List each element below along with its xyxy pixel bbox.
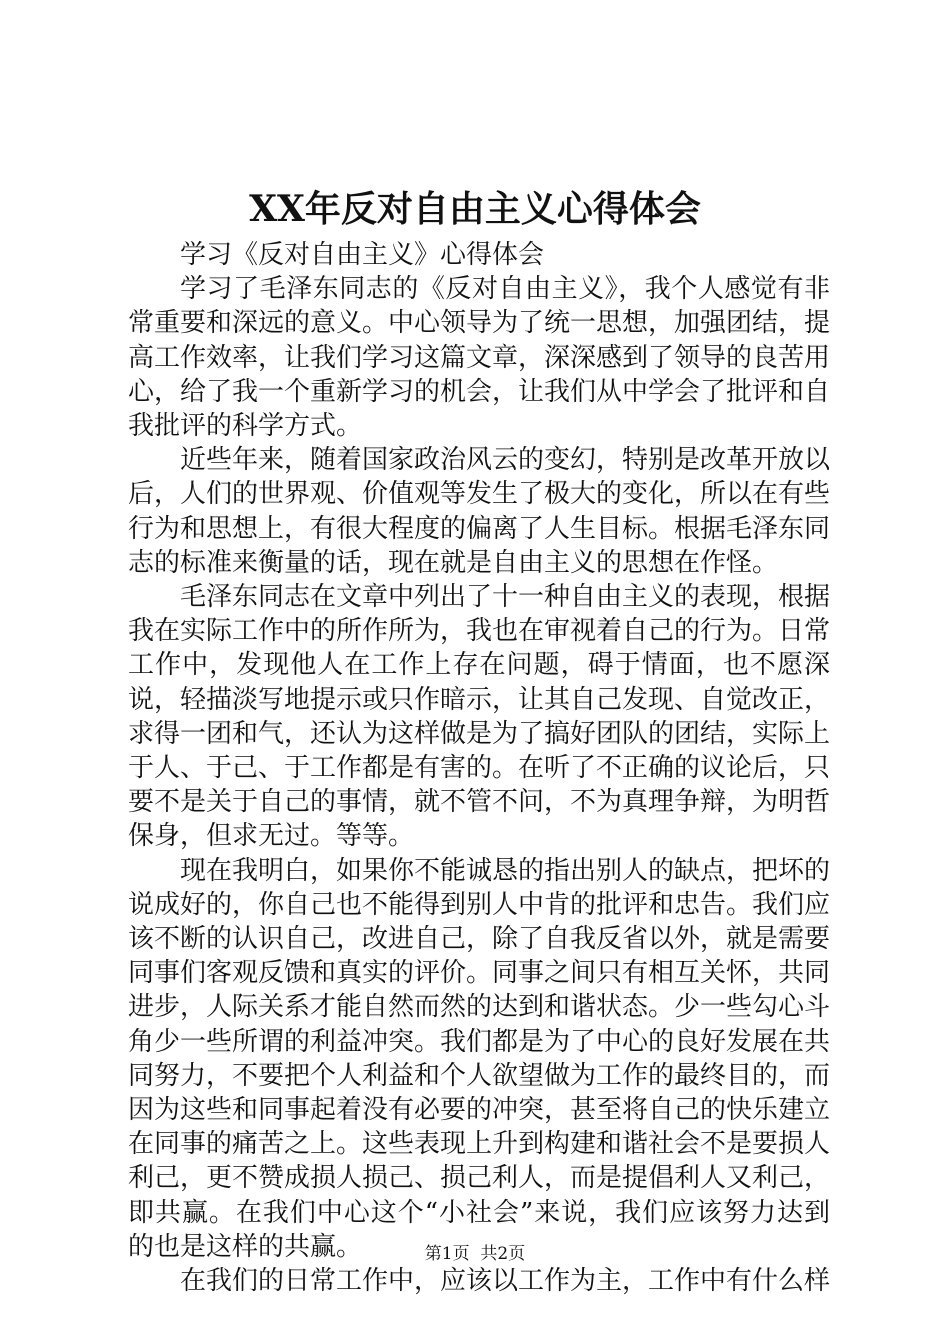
document-body <box>128 238 830 1298</box>
document-subtitle: 学习《反对自由主义》心得体会 <box>180 240 545 270</box>
paragraph: 近些年来，随着国家政治风云的变幻，特别是改革开放以后，人们的世界观、价值观等发生了极大的变化，所以在有些行为和思想上，有很大程度的偏离了人生目标。根据毛泽东同志的标准来衡量的话，现在就是自由主义的思想在作怪。 <box>128 445 831 578</box>
paragraph: 现在我明白，如果你不能诚恳的指出别人的缺点，把坏的说成好的，你自己也不能得到别人中肯的批评和忠告。我们应该不断的认识自己，改进自己，除了自我反省以外，就是需要同事们客观反馈和真实的评价。同事之间只有相互关怀，共同进步，人际关系才能自然而然的达到和谐状态。少一些勾心斗角少一些所谓的利益冲突。我们都是为了中心的良好发展在共同努力，不要把个人利益和个人欲望做为工作的最终目的，而因为这些和同事起着没有必要的冲突，甚至将自己的快乐建立在同事的痛苦之上。这些表现上升到构建和谐社会不是要损人利己，更不赞成损人损己、损己利人，而是提倡利人又利己，即共赢。在我们中心这个“小社会”来说，我们应该努力达到的也是这样的共赢。 <box>128 855 831 1262</box>
page-total: 共2页 <box>480 1244 526 1264</box>
page-footer <box>0 1242 950 1266</box>
paragraph: 毛泽东同志在文章中列出了十一种自由主义的表现，根据我在实际工作中的所作所为，我也在审视着自己的行为。日常工作中，发现他人在工作上存在问题，碍于情面，也不愿深说，轻描淡写地提示或只作暗示，让其自己发现、自觉改正，求得一团和气，还认为这样做是为了搞好团队的团结，实际上于人、于己、于工作都是有害的。在听了不正确的议论后，只要不是关于自己的事情，就不管不问，不为真理争辩，为明哲保身，但求无过。等等。 <box>128 582 831 852</box>
footer-separator <box>470 1244 481 1264</box>
paragraph: 在我们的日常工作中，应该以工作为主，工作中有什么样 <box>180 1266 831 1297</box>
document-title: XX年反对自由主义心得体会 <box>249 188 701 230</box>
paragraph: 学习了毛泽东同志的《反对自由主义》，我个人感觉有非常重要和深远的意义。中心领导为了统一思想，加强团结，提高工作效率，让我们学习这篇文章，深深感到了领导的良苦用心，给了我一个重新学习的机会，让我们从中学会了批评和自我批评的科学方式。 <box>128 274 831 442</box>
page-number: 第1页 <box>424 1244 470 1264</box>
